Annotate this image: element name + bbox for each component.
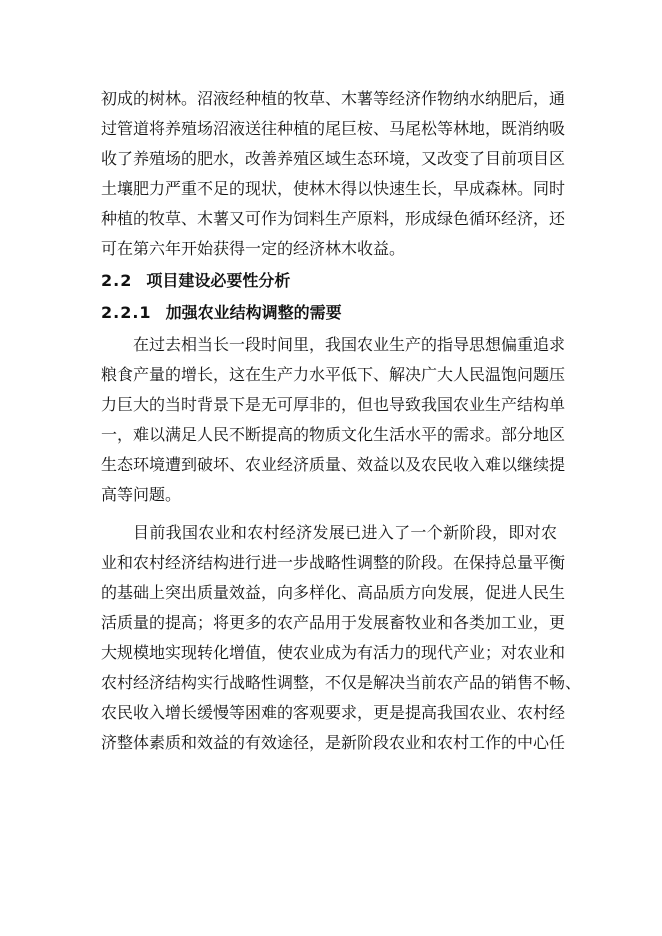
text-line: 收了养殖场的肥水，改善养殖区域生态环境，又改变了目前项目区 xyxy=(101,149,566,168)
subsection-title: 加强农业结构调整的需要 xyxy=(165,303,342,322)
section-number: 2.2 xyxy=(101,271,133,290)
paragraph-intro xyxy=(101,84,566,264)
text-line: 在过去相当长一段时间里，我国农业生产的指导思想偏重追求 xyxy=(133,335,566,354)
text-line: 生态环境遭到破坏、农业经济质量、效益以及农民收入难以继续提 xyxy=(101,455,566,474)
text-line: 的基础上突出质量效益，向多样化、高品质方向发展，促进人民生 xyxy=(101,583,566,602)
text-line: 过管道将养殖场沼液送往种植的尾巨桉、马尾松等林地，既消纳吸 xyxy=(101,119,566,138)
text-line: 活质量的提高；将更多的农产品用于发展畜牧业和各类加工业，更 xyxy=(101,613,566,632)
section-title: 项目建设必要性分析 xyxy=(146,271,291,290)
subsection-number: 2.2.1 xyxy=(101,303,152,322)
text-line: 初成的树林。沼液经种植的牧草、木薯等经济作物纳水纳肥后，通 xyxy=(101,89,566,108)
text-line: 济整体素质和效益的有效途径，是新阶段农业和农村工作的中心任 xyxy=(101,733,566,752)
text-line: 大规模地实现转化增值，使农业成为有活力的现代产业；对农业和 xyxy=(101,643,566,662)
text-line: 种植的牧草、木薯又可作为饲料生产原料，形成绿色循环经济，还 xyxy=(101,209,566,228)
paragraph-history xyxy=(101,330,566,510)
text-line: 农村经济结构实行战略性调整，不仅是解决当前农产品的销售不畅、 xyxy=(101,673,582,692)
text-line: 高等问题。 xyxy=(101,485,182,504)
text-line: 农民收入增长缓慢等困难的客观要求，更是提高我国农业、农村经 xyxy=(101,703,566,722)
text-line: 力巨大的当时背景下是无可厚非的，但也导致我国农业生产结构单 xyxy=(101,395,566,414)
text-line: 粮食产量的增长，这在生产力水平低下、解决广大人民温饱问题压 xyxy=(101,365,566,384)
paragraph-new-stage xyxy=(101,518,582,758)
text-line: 土壤肥力严重不足的现状，使林木得以快速生长，早成森林。同时 xyxy=(101,179,566,198)
subsection-heading xyxy=(101,298,557,328)
text-line: 可在第六年开始获得一定的经济林木收益。 xyxy=(101,239,406,258)
text-line: 一，难以满足人民不断提高的物质文化生活水平的需求。部分地区 xyxy=(101,425,566,444)
text-line: 目前我国农业和农村经济发展已进入了一个新阶段，即对农 xyxy=(133,523,557,542)
paragraph-gap xyxy=(101,510,557,518)
text-line: 业和农村经济结构进行进一步战略性调整的阶段。在保持总量平衡 xyxy=(101,553,566,572)
section-heading xyxy=(101,266,557,296)
document-page xyxy=(101,84,582,758)
